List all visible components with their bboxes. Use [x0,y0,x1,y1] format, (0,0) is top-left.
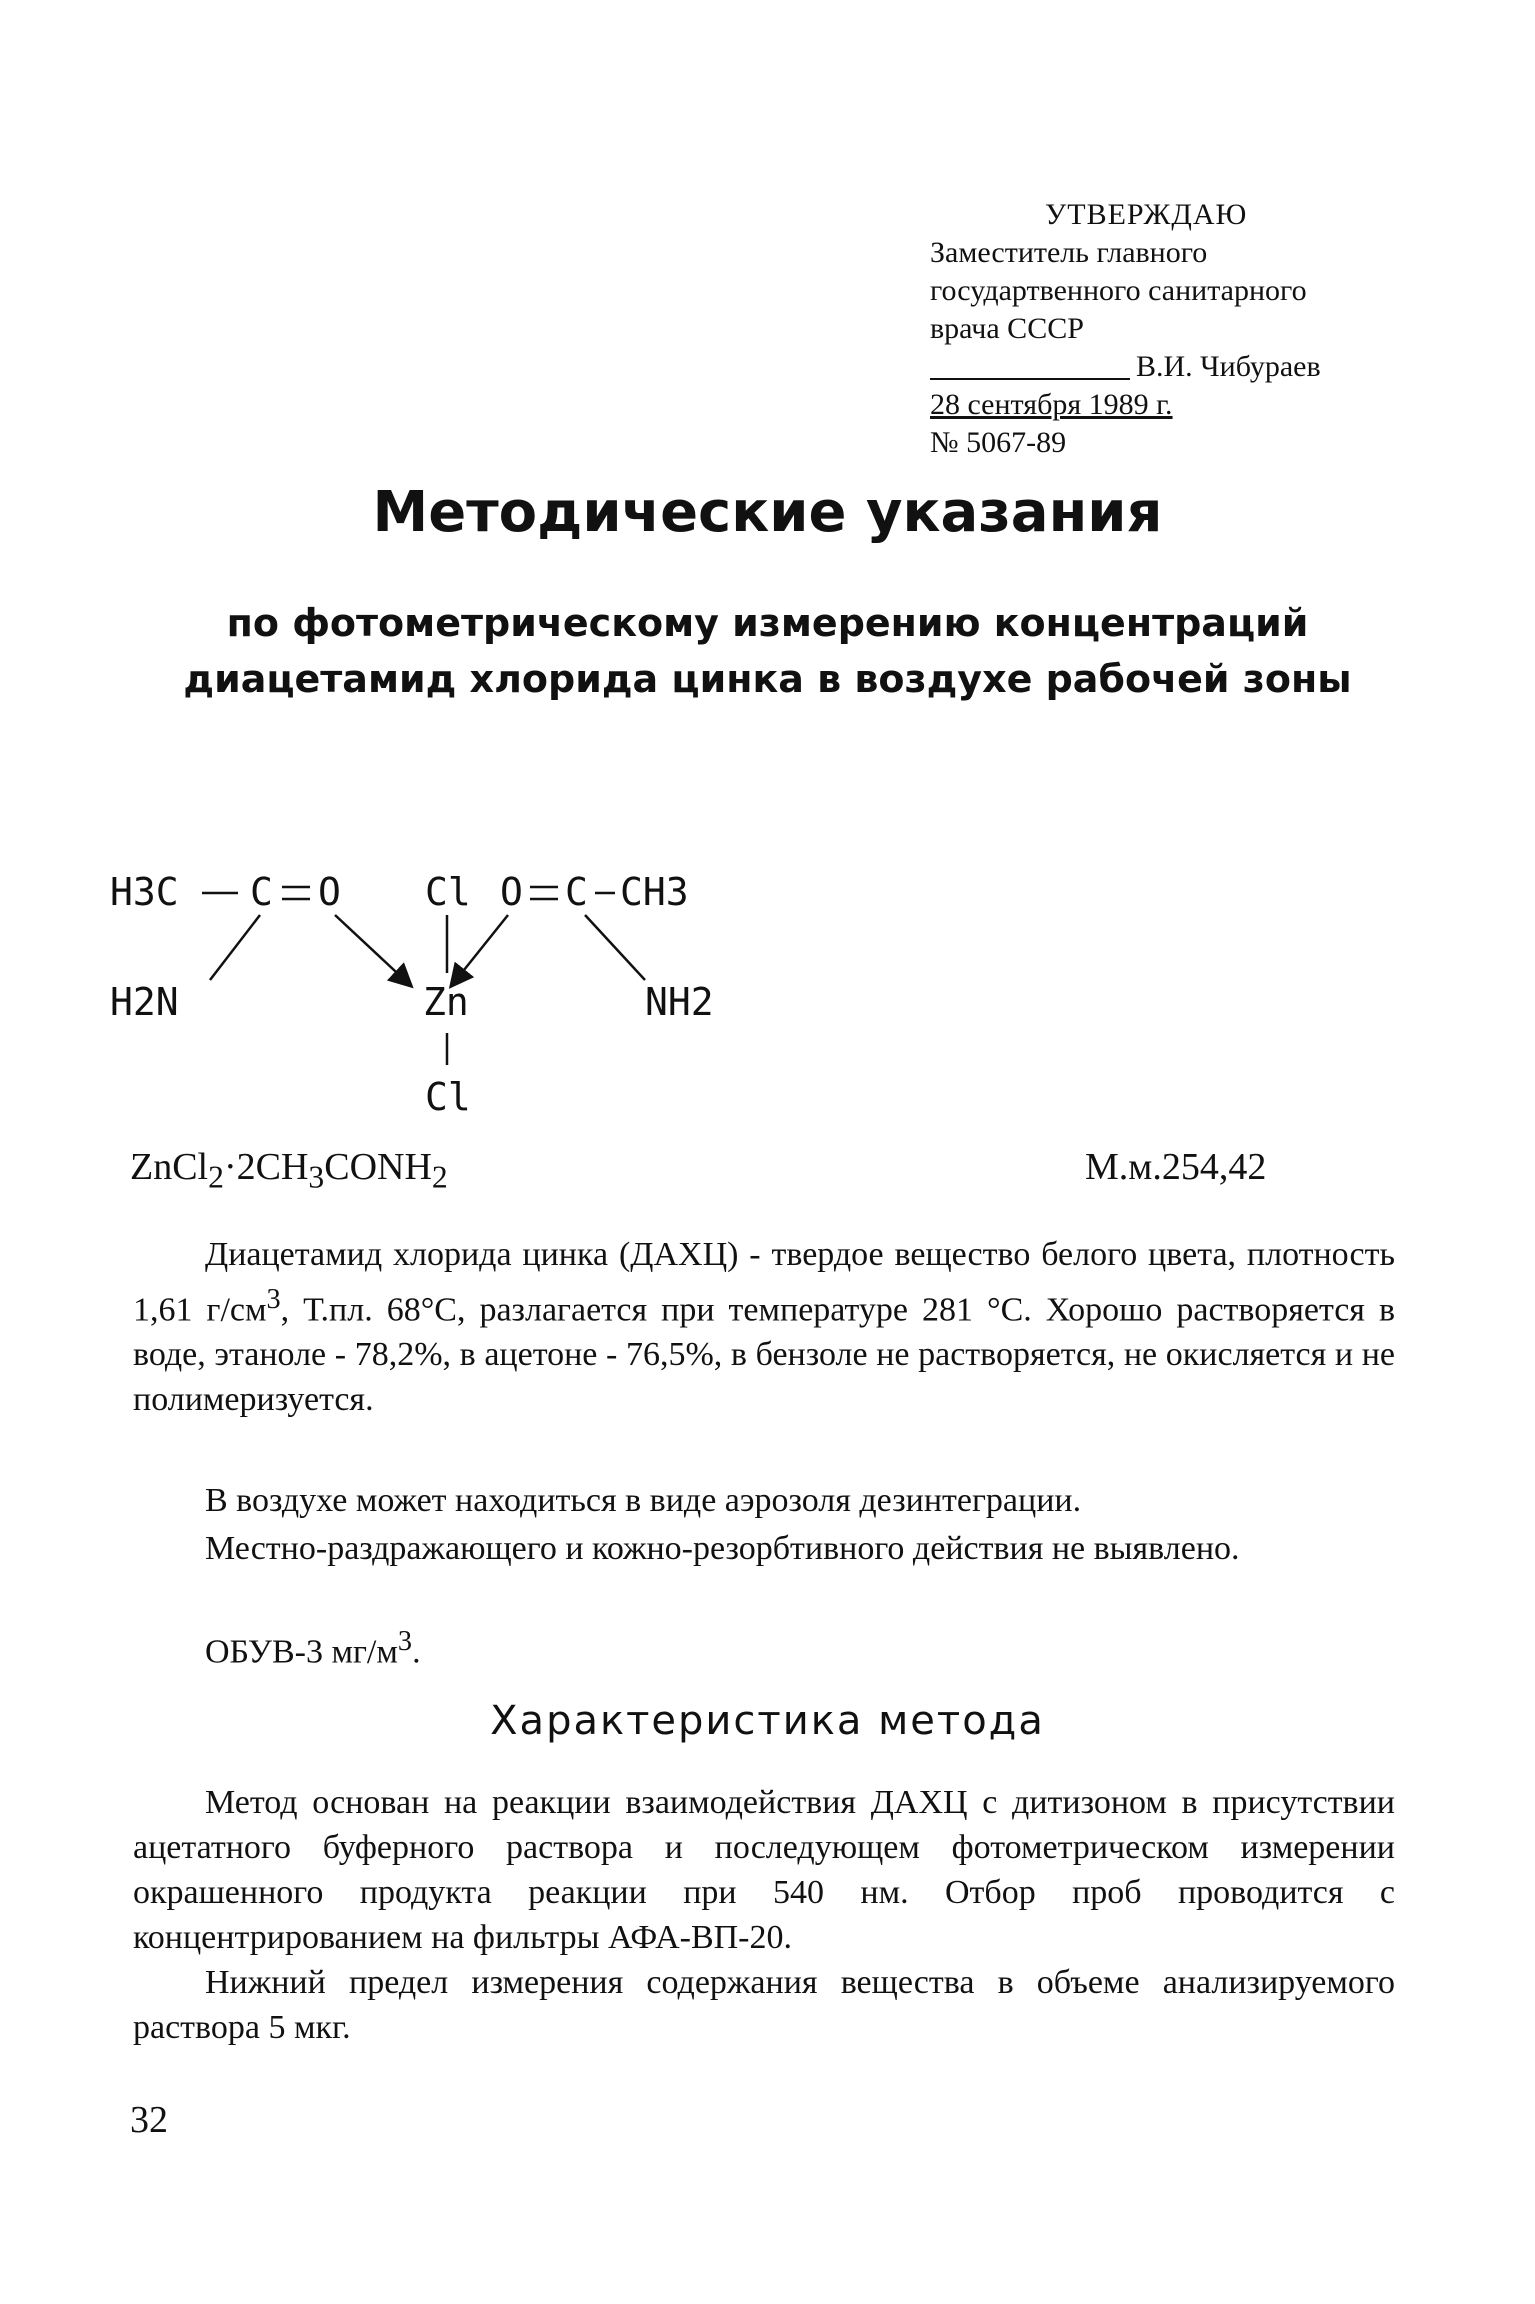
signature-row [930,348,1410,386]
oxygen-right: O [500,870,523,914]
approval-block [930,196,1410,462]
zinc-atom: Zn [423,980,469,1024]
bond-c-n-left [210,915,260,980]
signature-line [930,348,1130,380]
structural-formula [110,855,750,1125]
subtitle-line-1: по фотометрическому измерению концентраций [226,601,1309,645]
method-paragraph: Метод основан на реакции взаимодействия ДАХЦ с дитизоном в присутствии ацетатного буферного раствора и последующем фотометрическом измерении окрашенного продукта реакции при 540 нм. Отбор проб проводится с концентрированием на фильтры АФА-ВП-20. [133,1784,1395,1956]
approval-line-2: государтвенного санитарного [930,274,1307,307]
document-title: Методические указания [372,480,1163,545]
chlorine-bottom: Cl [425,1075,471,1119]
method-heading: Характеристика метода [490,1698,1045,1744]
nh2-group: NH2 [645,980,714,1024]
coordination-bond-left [335,915,410,985]
oxygen-left: O [318,870,341,914]
document-subtitle [100,595,1435,707]
ch3-group: CH3 [620,870,689,914]
approval-number: № 5067-89 [930,426,1067,459]
bond-c-n-right [585,915,645,980]
page-number: 32 [130,2099,168,2141]
limit-paragraph: Нижний предел измерения содержания вещества в объеме анализируемого раствора 5 мкг. [133,1964,1395,2046]
coordination-bond-right [452,915,508,985]
approval-heading: УТВЕРЖДАЮ [1045,198,1248,231]
h2n-group: H2N [110,980,179,1024]
carbon-right: C [565,870,588,914]
subtitle-line-2: диацетамид хлорида цинка в воздухе рабочей зоны [183,657,1352,701]
obuv-paragraph: ОБУВ-3 $мг/м^3$. [205,1626,421,1671]
approval-date: 28 сентября 1989 г. [930,388,1173,421]
chlorine-top: Cl [425,870,471,914]
molecular-formula: $ZnCl_2\cdot 2CH_3CONH_2$ [130,1146,448,1195]
signatory-name: В.И. Чибураев [1136,350,1321,383]
approval-line-3: врача СССР [930,312,1084,345]
approval-line-1: Заместитель главного [930,236,1208,269]
irritation-paragraph: Местно-раздражающего и кожно-резорбтивного действия не выявлено. [205,1530,1240,1567]
h3c-group: H3C [110,870,179,914]
aerosol-paragraph: В воздухе может находиться в виде аэрозоля дезинтеграции. [205,1482,1082,1519]
description-paragraph: Диацетамид хлорида цинка (ДАХЦ) - твердое вещество белого цвета, плотность 1,61 $г/см^3$, Т.пл. 68°С, разлагается при температуре 281 °С. Хорошо растворяется в воде, этаноле - 78,2%, в ацетоне - 76,5%, в бензоле не растворяется, не окисляется и не полимеризуется. [133,1236,1395,1419]
carbon-left: C [250,870,273,914]
molecular-weight: М.м.254,42 [1085,1146,1267,1188]
